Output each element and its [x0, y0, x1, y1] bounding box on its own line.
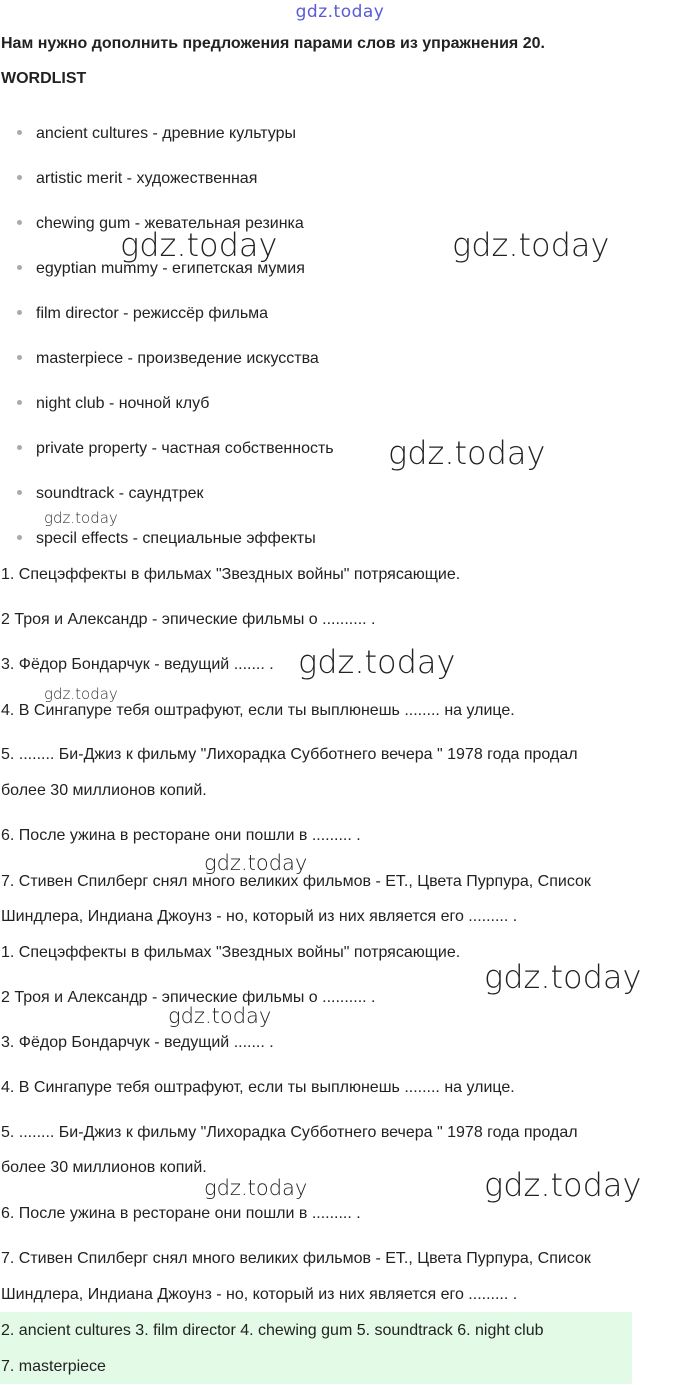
- sentence: 6. После ужина в ресторане они пошли в ......... .: [1, 1205, 361, 1222]
- list-item: night club - ночной клуб: [17, 394, 209, 414]
- sentence: 2 Троя и Александр - эпические фильмы о .......... .: [1, 611, 376, 628]
- sentence: 3. Фёдор Бондарчук - ведущий ....... .: [1, 1034, 274, 1051]
- watermark: gdz.today: [298, 643, 456, 681]
- bullet-icon: [17, 310, 22, 315]
- bullet-icon: [17, 535, 22, 540]
- wordlist-heading: WORDLIST: [1, 70, 87, 87]
- watermark: gdz.today: [484, 958, 642, 996]
- task-intro: Нам нужно дополнить предложения парами слов из упражнения 20.: [1, 35, 545, 52]
- bullet-icon: [17, 130, 22, 135]
- sentence: Шиндлера, Индиана Джоунз - но, который из них является его ......... .: [1, 1286, 518, 1303]
- list-item: film director - режиссёр фильма: [17, 304, 268, 324]
- list-item: soundtrack - саундтрек: [17, 484, 204, 504]
- bullet-icon: [17, 355, 22, 360]
- watermark: gdz.today: [204, 851, 308, 875]
- sentence: 1. Спецэффекты в фильмах "Звездных войны" потрясающие.: [1, 944, 461, 961]
- list-item: specil effects - специальные эффекты: [17, 529, 316, 549]
- list-item: ancient cultures - древние культуры: [17, 124, 296, 144]
- watermark: gdz.today: [44, 685, 118, 703]
- watermark: gdz.today: [168, 1004, 272, 1028]
- sentence: 7. Стивен Спилберг снял много великих фильмов - ЕТ., Цвета Пурпура, Список: [1, 1250, 591, 1267]
- watermark: gdz.today: [120, 226, 278, 264]
- sentence: 4. В Сингапуре тебя оштрафуют, если ты выплюнешь ........ на улице.: [1, 702, 515, 719]
- list-item: private property - частная собственность: [17, 439, 334, 459]
- sentence: более 30 миллионов копий.: [1, 1159, 207, 1176]
- bullet-icon: [17, 175, 22, 180]
- sentence: 2 Троя и Александр - эпические фильмы о .......... .: [1, 989, 376, 1006]
- sentence: 3. Фёдор Бондарчук - ведущий ....... .: [1, 656, 274, 673]
- watermark: gdz.today: [452, 226, 610, 264]
- sentence: 5. ........ Би-Джиз к фильму "Лихорадка Субботнего вечера " 1978 года продал: [1, 1124, 578, 1141]
- list-item: masterpiece - произведение искусства: [17, 349, 319, 369]
- sentence: 4. В Сингапуре тебя оштрафуют, если ты выплюнешь ........ на улице.: [1, 1079, 515, 1096]
- list-item: chewing gum - жевательная резинка: [17, 214, 304, 234]
- sentence: 1. Спецэффекты в фильмах "Звездных войны" потрясающие.: [1, 566, 461, 583]
- bullet-icon: [17, 445, 22, 450]
- sentence: Шиндлера, Индиана Джоунз - но, который из них является его ......... .: [1, 908, 518, 925]
- bullet-icon: [17, 490, 22, 495]
- list-item: artistic merit - художественная: [17, 169, 257, 189]
- answer-line: 7. masterpiece: [1, 1358, 106, 1375]
- bullet-icon: [17, 220, 22, 225]
- sentence: 5. ........ Би-Джиз к фильму "Лихорадка Субботнего вечера " 1978 года продал: [1, 746, 578, 763]
- watermark: gdz.today: [44, 509, 118, 527]
- bullet-icon: [17, 400, 22, 405]
- top-watermark: gdz.today: [295, 2, 385, 22]
- sentence: 7. Стивен Спилберг снял много великих фильмов - ЕТ., Цвета Пурпура, Список: [1, 873, 591, 890]
- watermark: gdz.today: [388, 434, 546, 472]
- sentence: более 30 миллионов копий.: [1, 782, 207, 799]
- sentence: 6. После ужина в ресторане они пошли в ......... .: [1, 827, 361, 844]
- watermark: gdz.today: [484, 1166, 642, 1204]
- answer-line: 2. ancient cultures 3. film director 4. chewing gum 5. soundtrack 6. night club: [1, 1322, 544, 1339]
- bullet-icon: [17, 265, 22, 270]
- list-item: egyptian mummy - египетская мумия: [17, 259, 305, 279]
- watermark: gdz.today: [204, 1176, 308, 1200]
